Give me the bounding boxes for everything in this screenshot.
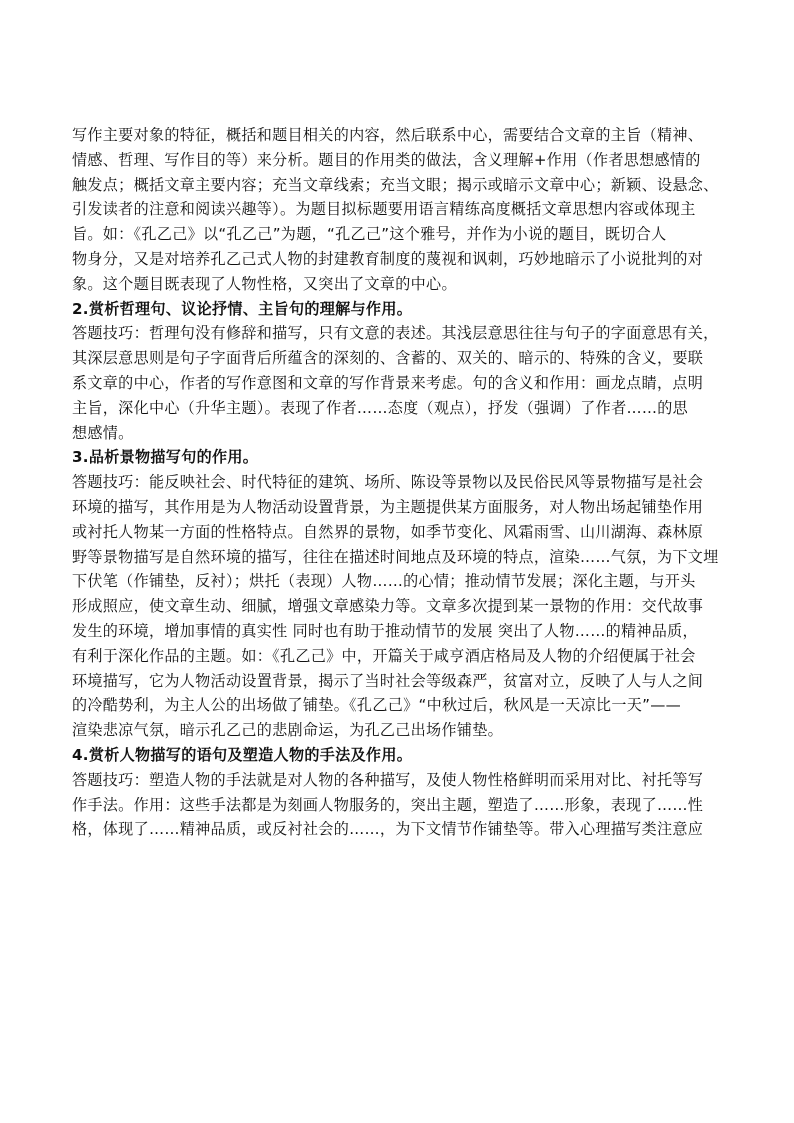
text-line: 情感、哲理、写作目的等）来分析。题目的作用类的做法，含义理解+作用（作者思想感情的 [72, 150, 701, 169]
text-line: 渲染悲凉气氛，暗示孔乙己的悲剧命运，为孔乙己出场作铺垫。 [72, 721, 504, 740]
text-line: 答题技巧：塑造人物的手法就是对人物的各种描写，及使人物性格鲜明而采用对比、衬托等写 [72, 770, 704, 789]
text-line: 的冷酷势利，为主人公的出场做了铺垫。《孔乙己》“中秋过后，秋风是一天凉比一天”—— [72, 696, 682, 715]
text-line: 作手法。作用：这些手法都是为刻画人物服务的，突出主题，塑造了……形象，表现了……性 [72, 795, 704, 814]
text-line: 象。这个题目既表现了人物性格，又突出了文章的中心。 [72, 274, 457, 293]
text-line: 环境的描写，其作用是为人物活动设置背景，为主题提供某方面服务，对人物出场起铺垫作用 [72, 497, 704, 516]
document-body [72, 123, 722, 842]
text-line: 主旨，深化中心（升华主题）。表现了作者……态度（观点），抒发（强调）了作者……的思 [72, 398, 689, 417]
text-line: 形成照应，使文章生动、细腻，增强文章感染力等。文章多次提到某一景物的作用：交代故事 [72, 597, 704, 616]
text-line: 旨。如：《孔乙己》以“孔乙己”为题，“孔乙己”这个雅号，并作为小说的题目，既切合人 [72, 225, 667, 244]
section-heading: 3.品析景物描写句的作用。 [72, 448, 259, 467]
text-line: 系文章的中心，作者的写作意图和文章的写作背景来考虑。句的含义和作用：画龙点睛，点明 [72, 373, 704, 392]
text-line: 下伏笔（作铺垫，反衬）；烘托（表现）人物……的心情；推动情节发展；深化主题，与开头 [72, 572, 696, 591]
text-line: 格，体现了……精神品质，或反衬社会的……，为下文情节作铺垫等。带入心理描写类注意应 [72, 820, 704, 839]
text-line: 野等景物描写是自然环境的描写，往往在描述时间地点及环境的特点，渲染……气氛，为下文埋 [72, 547, 719, 566]
text-line: 环境描写，它为人物活动设置背景，揭示了当时社会等级森严，贫富对立，反映了人与人之间 [72, 671, 704, 690]
text-line: 发生的环境，增加事情的真实性 同时也有助于推动情节的发展 突出了人物……的精神品质， [72, 621, 698, 640]
section-heading: 4.赏析人物描写的语句及塑造人物的手法及作用。 [72, 745, 413, 764]
text-line: 触发点；概括文章主要内容；充当文章线索；充当文眼；揭示或暗示文章中心；新颖、设悬念、 [72, 175, 719, 194]
text-line: 答题技巧：哲理句没有修辞和描写，只有文意的表述。其浅层意思往往与句子的字面意思有关， [72, 324, 719, 343]
text-line: 其深层意思则是句子字面背后所蕴含的深刻的、含蓄的、双关的、暗示的、特殊的含义，要联 [72, 349, 704, 368]
text-line: 引发读者的注意和阅读兴趣等）。为题目拟标题要用语言精练高度概括文章思想内容或体现主 [72, 200, 696, 219]
text-line: 有利于深化作品的主题。如：《孔乙己》中，开篇关于咸亨酒店格局及人物的介绍便属于社会 [72, 646, 696, 665]
text-line: 物身分，又是对培养孔乙己式人物的封建教育制度的蔑视和讽刺，巧妙地暗示了小说批判的对 [72, 249, 704, 268]
section-heading: 2.赏析哲理句、议论抒情、主旨句的理解与作用。 [72, 299, 413, 318]
text-line: 想感情。 [72, 423, 134, 442]
text-line: 或衬托人物某一方面的性格特点。自然界的景物，如季节变化、风霜雨雪、山川湖海、森林原 [72, 522, 704, 541]
text-line: 答题技巧：能反映社会、时代特征的建筑、场所、陈设等景物以及民俗民风等景物描写是社会 [72, 473, 704, 492]
text-line: 写作主要对象的特征，概括和题目相关的内容，然后联系中心，需要结合文章的主旨（精神、 [72, 126, 704, 144]
